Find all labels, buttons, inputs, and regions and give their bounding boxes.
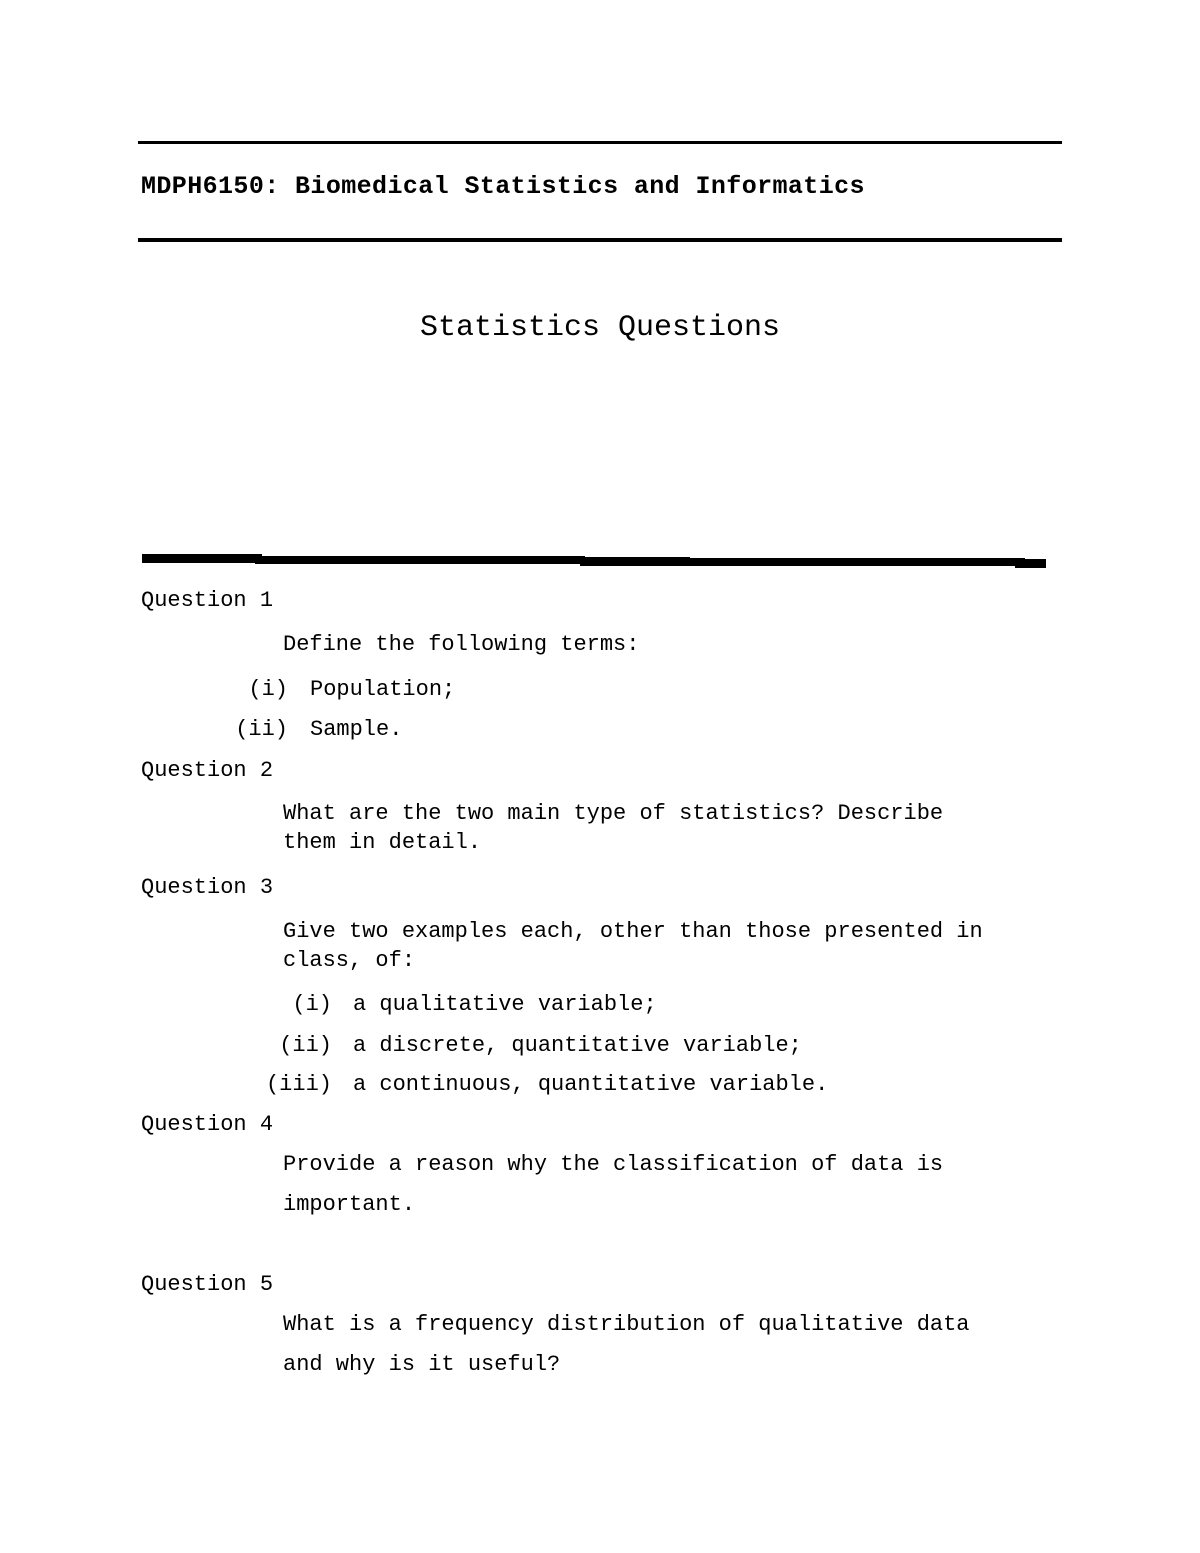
header-bottom-rule xyxy=(138,238,1062,242)
item-number: (i) xyxy=(292,992,332,1017)
document-title: Statistics Questions xyxy=(419,311,781,345)
item-text: a qualitative variable; xyxy=(353,992,657,1017)
question-prompt xyxy=(283,799,943,857)
question-heading: Question 4 xyxy=(141,1112,274,1137)
item-number: (ii) xyxy=(235,717,288,742)
item-number: (ii) xyxy=(279,1033,332,1058)
item-number: (i) xyxy=(248,677,288,702)
course-title: MDPH6150: Biomedical Statistics and Informatics xyxy=(141,172,865,201)
question-heading: Question 1 xyxy=(141,588,274,613)
header-top-rule xyxy=(138,141,1062,144)
item-text: a discrete, quantitative variable; xyxy=(353,1033,802,1058)
question-heading: Question 3 xyxy=(141,875,274,900)
prompt-line: What are the two main type of statistics? Describe xyxy=(283,801,944,826)
question-heading: Question 5 xyxy=(141,1272,274,1297)
prompt-line: and why is it useful? xyxy=(283,1352,561,1377)
prompt-line: What is a frequency distribution of qualitative data xyxy=(283,1312,970,1337)
prompt-line: Provide a reason why the classification of data is xyxy=(283,1152,944,1177)
question-prompt xyxy=(283,917,983,975)
item-text: Population; xyxy=(310,677,456,702)
item-text: a continuous, quantitative variable. xyxy=(353,1072,829,1097)
item-number: (iii) xyxy=(265,1072,332,1097)
question-heading: Question 2 xyxy=(141,758,274,783)
question-prompt: Define the following terms: xyxy=(283,632,640,657)
prompt-line: them in detail. xyxy=(283,830,482,855)
prompt-line: important. xyxy=(283,1192,416,1217)
item-text: Sample. xyxy=(310,717,403,742)
prompt-line: class, of: xyxy=(283,948,416,973)
prompt-line: Give two examples each, other than those presented in xyxy=(283,919,983,944)
